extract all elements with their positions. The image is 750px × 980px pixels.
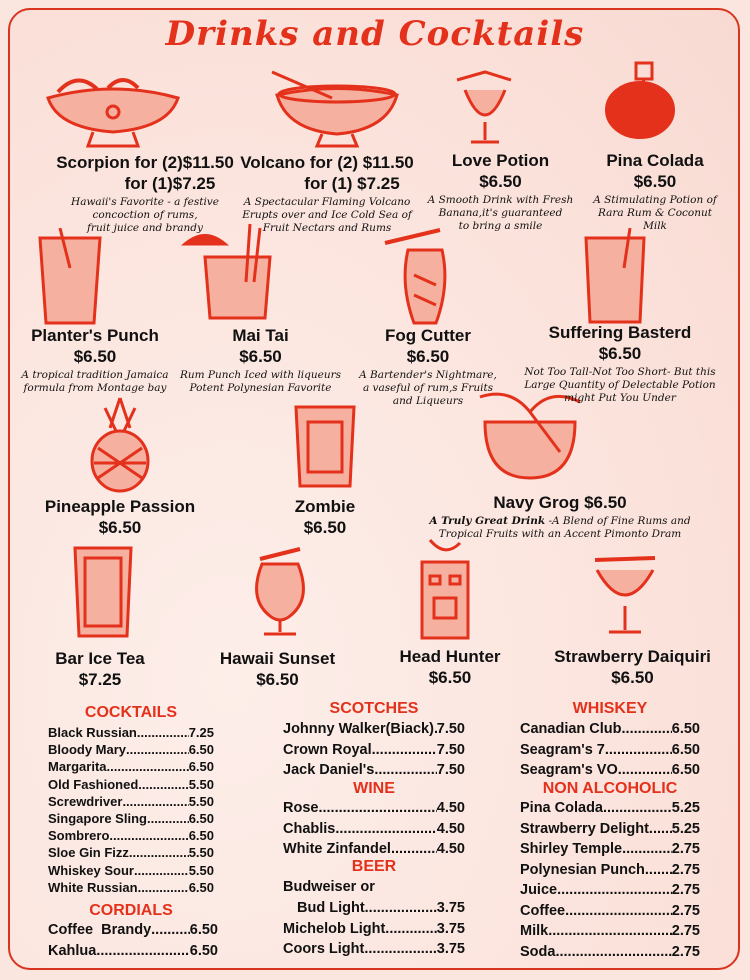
list-item: White Zinfandel ..... 4.50 <box>283 839 465 860</box>
list-item: White Russian ..... 6.50 <box>48 879 214 896</box>
drink-price: $7.25 <box>78 670 122 689</box>
scotches-list <box>283 719 465 781</box>
list-item: Shirley Temple ..... 2.75 <box>520 839 700 860</box>
drink-mai-tai <box>178 325 343 395</box>
beer-heading: BEER <box>351 858 397 875</box>
drink-price: for (1)$7.25 <box>124 174 216 193</box>
drink-price: $6.50 <box>428 668 472 687</box>
list-item: Milk ..... 2.75 <box>520 921 700 942</box>
cocktails-list <box>48 724 214 896</box>
list-item: Bloody Mary ..... 6.50 <box>48 741 214 758</box>
drink-name: Zombie <box>294 497 356 516</box>
list-item: Soda ..... 2.75 <box>520 942 700 963</box>
drink-desc: A Spectacular Flaming Volcano Erupts over and Ice Cold Sea of Fruit Nectars and Rums <box>242 196 412 234</box>
list-item: Sombrero ..... 6.50 <box>48 827 214 844</box>
list-item: Seagram's 7 ..... 6.50 <box>520 740 700 761</box>
non-alcoholic-heading: NON ALCOHOLIC <box>542 780 678 797</box>
drink-price: $6.50 <box>239 347 282 366</box>
drink-price: $6.50 <box>406 347 450 366</box>
drink-zombie <box>265 496 385 538</box>
drink-desc: A Smooth Drink with Fresh Banana,it's guaranteed to bring a smile <box>427 194 574 232</box>
pineapple-icon <box>80 393 160 493</box>
beer-line: Budweiser or <box>283 879 375 895</box>
drink-name: Bar Ice Tea <box>55 649 145 668</box>
list-item: Screwdriver ..... 5.50 <box>48 793 214 810</box>
wine-heading: WINE <box>353 780 395 797</box>
drink-name: Head Hunter <box>399 647 501 666</box>
list-item: Kahlua ..... 6.50 <box>48 941 218 962</box>
zombie-glass-icon <box>290 402 360 490</box>
drink-price: $6.50 <box>303 518 347 537</box>
list-item: Singapore Sling ..... 6.50 <box>48 810 214 827</box>
drink-price: $6.50 <box>611 668 654 687</box>
drink-name: Hawaii Sunset <box>219 649 336 668</box>
drink-love-potion <box>418 150 583 233</box>
list-item: Bud Light ..... 3.75 <box>283 898 465 919</box>
drink-price: $6.50 <box>598 344 642 363</box>
drink-desc: Rum Punch Iced with liqueurs Potent Polynesian Favorite <box>179 369 342 394</box>
drink-name: Navy Grog $6.50 <box>493 493 627 512</box>
daiquiri-glass-icon <box>585 550 665 638</box>
drink-desc: A Truly Great Drink -A Blend of Fine Rums and Tropical Fruits with an Accent Pimonto Dram <box>429 515 691 540</box>
drink-price: $6.50 <box>98 518 142 537</box>
list-item: Pina Colada ..... 5.25 <box>520 798 700 819</box>
drink-fog-cutter <box>358 325 498 408</box>
drink-name: Pineapple Passion <box>44 497 196 516</box>
drink-price: for (1) $7.25 <box>304 174 400 193</box>
list-item: Coffee Brandy ..... 6.50 <box>48 920 218 941</box>
list-item: Johnny Walker(Biack) ..... 7.50 <box>283 719 465 740</box>
list-item: Michelob Light ..... 3.75 <box>283 919 465 940</box>
drink-pina-colada <box>580 150 730 233</box>
drink-desc: A tropical tradition Jamaica formula from Montage bay <box>21 369 169 394</box>
coconut-icon <box>600 55 680 140</box>
drink-name: Mai Tai <box>232 326 289 345</box>
drink-desc: Hawaii's Favorite - a festive concoction of rums, fruit juice and brandy <box>71 196 219 234</box>
drink-name: Planter's Punch <box>31 326 159 345</box>
drink-name: Scorpion for (2)$11.50 <box>56 153 234 172</box>
drink-name: Love Potion <box>451 151 550 170</box>
cocktails-heading: COCKTAILS <box>84 704 178 721</box>
list-item: Black Russian ..... 7.25 <box>48 724 214 741</box>
whiskey-heading: WHISKEY <box>572 700 648 717</box>
list-item: Juice ..... 2.75 <box>520 880 700 901</box>
list-item: Polynesian Punch ..... 2.75 <box>520 860 700 881</box>
drink-planters-punch <box>10 325 180 395</box>
list-item: Coffee ..... 2.75 <box>520 901 700 922</box>
list-item: Margarita ..... 6.50 <box>48 758 214 775</box>
list-item: Old Fashioned ..... 5.50 <box>48 776 214 793</box>
beer-list <box>283 898 465 960</box>
non-alcoholic-list <box>520 798 700 962</box>
drink-name: Pina Colada <box>606 151 704 170</box>
list-item: Seagram's VO ..... 6.50 <box>520 760 700 781</box>
scotches-heading: SCOTCHES <box>329 700 419 717</box>
drink-name: Strawberry Daiquiri <box>554 647 711 666</box>
tall-glass-icon-1 <box>30 228 110 328</box>
cordials-heading: CORDIALS <box>89 902 173 919</box>
drink-bar-ice-tea <box>30 648 170 690</box>
drink-head-hunter <box>385 646 515 688</box>
list-item: Rose ..... 4.50 <box>283 798 465 819</box>
drink-desc: A Bartender's Nightmare, a vaseful of rum,s Fruits and Liqueurs <box>359 369 497 407</box>
drink-price: $6.50 <box>633 172 677 191</box>
drink-navy-grog <box>420 492 700 541</box>
mai-tai-glass-icon <box>180 222 290 322</box>
volcano-bowl-icon <box>262 70 412 150</box>
tall-glass-icon-2 <box>580 228 650 326</box>
drink-desc: Not Too Tall-Not Too Short- But this Large Quantity of Delectable Potion might Put You Under <box>524 366 716 404</box>
drink-price: $6.50 <box>256 670 299 689</box>
tiki-vase-icon <box>380 225 470 325</box>
drink-price: $6.50 <box>73 347 117 366</box>
list-item: Chablis ..... 4.50 <box>283 819 465 840</box>
scorpion-bowl-icon <box>38 70 188 150</box>
list-item: Sloe Gin Fizz ..... 5.50 <box>48 844 214 861</box>
love-potion-glass-icon <box>445 70 525 148</box>
whiskey-list <box>520 719 700 781</box>
list-item: Strawberry Delight ..... 5.25 <box>520 819 700 840</box>
list-item: Whiskey Sour ..... 5.50 <box>48 862 214 879</box>
drink-name: Suffering Basterd <box>548 323 692 342</box>
ice-tea-glass-icon <box>70 544 136 640</box>
drink-name: Fog Cutter <box>385 326 471 345</box>
list-item: Canadian Club ..... 6.50 <box>520 719 700 740</box>
drink-name: Volcano for (2) $11.50 <box>240 153 414 172</box>
drink-hawaii-sunset <box>200 648 355 690</box>
tiki-mug-icon <box>410 538 480 642</box>
list-item: Coors Light ..... 3.75 <box>283 939 465 960</box>
hurricane-glass-icon <box>240 544 320 640</box>
wine-list <box>283 798 465 860</box>
list-item: Crown Royal ..... 7.50 <box>283 740 465 761</box>
list-item: Jack Daniel's ..... 7.50 <box>283 760 465 781</box>
page-title: Drinks and Cocktails <box>165 14 585 54</box>
cordials-list <box>48 920 218 961</box>
drink-volcano <box>222 152 432 235</box>
drink-price: $6.50 <box>479 172 522 191</box>
drink-strawberry-daiquiri <box>540 646 725 688</box>
drink-desc: A Stimulating Potion of Rara Rum & Coconut Milk <box>593 194 717 232</box>
drink-pineapple-passion <box>25 496 215 538</box>
drink-suffering-basterd <box>505 322 735 405</box>
